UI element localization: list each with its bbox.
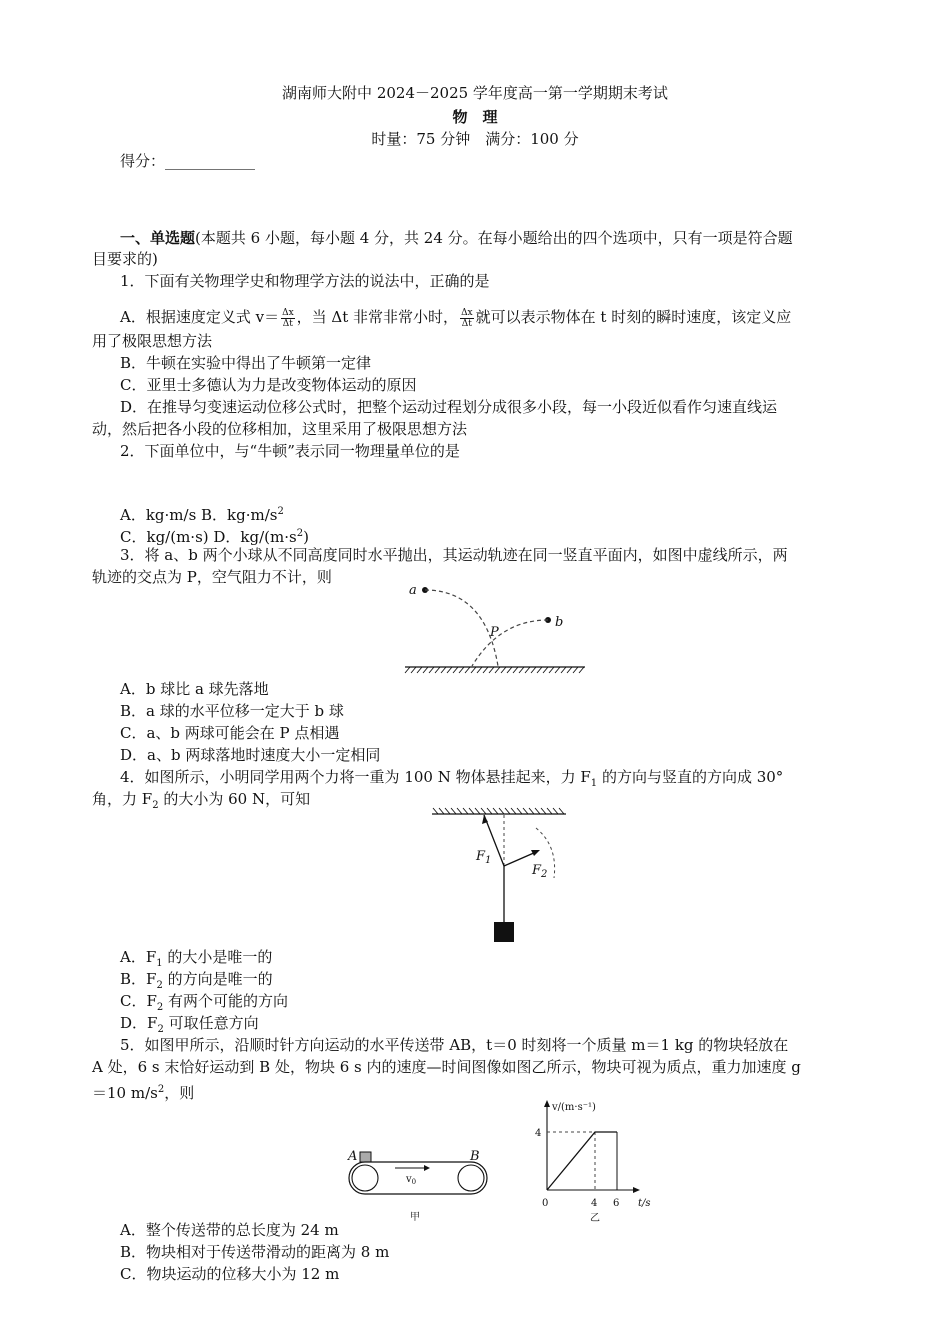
q4-stem-text: 4．如图所示，小明同学用两个力将一重为 100 N 物体悬挂起来，力 F xyxy=(120,768,591,786)
q4-b-sub: 2 xyxy=(156,980,163,991)
hatch-mark xyxy=(511,808,516,814)
q4-c-text: C．F xyxy=(120,992,157,1010)
hatch-mark xyxy=(487,808,492,814)
q1-option-a-cont: 用了极限思想方法 xyxy=(92,332,213,350)
hatch-mark xyxy=(561,667,566,673)
subject-title: 物 理 xyxy=(452,108,498,126)
score-blank: ____________ xyxy=(165,152,256,170)
hatch-mark xyxy=(529,808,534,814)
hatch-mark xyxy=(481,808,486,814)
q2-stem: 2．下面单位中，与“牛顿”表示同一物理量单位的是 xyxy=(120,442,460,460)
exam-title: 湖南师大附中 2024－2025 学年度高一第一学期期末考试 xyxy=(282,84,668,102)
label-v0: $v_0$ xyxy=(406,1174,417,1186)
q3-option-d: D．a、b 两球落地时速度大小一定相同 xyxy=(120,746,381,764)
q2-ab-sup: 2 xyxy=(277,506,284,517)
q4-b-text: B．F xyxy=(120,970,157,988)
hatch-mark xyxy=(435,667,440,673)
hatch-mark xyxy=(489,667,494,673)
label-B: B xyxy=(470,1149,480,1164)
vt-line xyxy=(547,1132,617,1190)
q4-stem2-text: 角，力 F xyxy=(92,790,153,808)
q4-c-sub: 2 xyxy=(156,1002,164,1013)
frac-denominator: Δt xyxy=(282,318,293,329)
hatch-mark xyxy=(453,667,458,673)
label-p: P xyxy=(490,625,499,640)
score-label: 得分： xyxy=(120,152,166,170)
q5-stem3-text: ＝10 m/s xyxy=(92,1084,158,1102)
hatch-mark xyxy=(499,808,504,814)
hatch-mark xyxy=(441,667,446,673)
q2-cd-sup: 2 xyxy=(296,528,304,539)
q1-option-b: B．牛顿在实验中得出了牛顿第一定律 xyxy=(120,354,372,372)
q4-b-post: 的方向是唯一的 xyxy=(162,970,273,988)
hatch-mark xyxy=(451,808,456,814)
q1-option-a xyxy=(120,302,890,332)
section-instructions-cont: 目要求的) xyxy=(92,250,158,268)
q4-sub2: 2 xyxy=(152,800,159,811)
hatch-mark xyxy=(525,667,530,673)
label-a: a xyxy=(409,583,417,598)
tick-x-4: 4 xyxy=(591,1198,598,1209)
hatch-mark xyxy=(445,808,450,814)
label-b: b xyxy=(555,615,564,630)
q1-a-text: A．根据速度定义式 v＝ xyxy=(120,308,280,326)
hatch-mark xyxy=(505,808,510,814)
q4-a-post: 的大小是唯一的 xyxy=(162,948,273,966)
q4-a-text: A．F xyxy=(120,948,157,966)
hatch-mark xyxy=(433,808,438,814)
q5-stem3-sup: 2 xyxy=(157,1084,165,1095)
q3-option-a: A．b 球比 a 球先落地 xyxy=(120,680,269,698)
block xyxy=(360,1152,371,1162)
q3-option-c: C．a、b 两球可能会在 P 点相遇 xyxy=(120,724,340,742)
belt-outline xyxy=(349,1162,487,1194)
q4-d-text: D．F xyxy=(120,1014,158,1032)
label-A: A xyxy=(348,1149,358,1164)
velocity-fraction-2 xyxy=(460,308,474,329)
hatch-mark xyxy=(547,808,552,814)
q4-stem-text-post: 的方向与竖直的方向成 30° xyxy=(597,768,784,786)
hatch-mark xyxy=(483,667,488,673)
tick-x-6: 6 xyxy=(613,1198,620,1209)
origin-label: 0 xyxy=(542,1198,549,1209)
hatch-mark xyxy=(549,667,554,673)
section-title: 一、单选题 xyxy=(120,229,196,247)
hatch-mark xyxy=(417,667,422,673)
q1-option-d: D．在推导匀变速运动位移公式时，把整个运动过程划分成很多小段，每一小段近似看作匀速直线运 xyxy=(120,398,778,416)
trajectory-b xyxy=(472,620,548,666)
ceiling-hatch xyxy=(433,808,564,814)
q4-sub: 1 xyxy=(590,778,598,789)
hatch-mark xyxy=(465,667,470,673)
hatch-mark xyxy=(411,667,416,673)
q2-cd-post: ) xyxy=(303,528,309,546)
q3-stem: 3．将 a、b 两个小球从不同高度同时水平抛出，其运动轨迹在同一竖直平面内，如图中虚线所示，两 xyxy=(120,546,788,564)
right-pulley xyxy=(458,1165,484,1191)
tick-y-4: 4 xyxy=(535,1128,542,1139)
q4-d-post: 可取任意方向 xyxy=(163,1014,259,1032)
hatch-mark xyxy=(573,667,578,673)
hatch-mark xyxy=(531,667,536,673)
q1-option-d-cont: 动，然后把各小段的位移相加，这里采用了极限思想方法 xyxy=(92,420,468,438)
q1-stem: 1．下面有关物理学史和物理学方法的说法中，正确的是 xyxy=(120,272,490,290)
conveyor-belt-figure xyxy=(340,1142,500,1224)
hatch-mark xyxy=(579,667,584,673)
q1-option-c: C．亚里士多德认为力是改变物体运动的原因 xyxy=(120,376,417,394)
hatch-mark xyxy=(495,667,500,673)
frac-numerator: Δx xyxy=(282,307,294,318)
hatch-mark xyxy=(463,808,468,814)
section-heading xyxy=(120,228,890,249)
q2-cd-text: C．kg/(m·s) D．kg/(m·s xyxy=(120,528,297,546)
q5-option-a: A．整个传送带的总长度为 24 m xyxy=(120,1221,339,1239)
hatch-mark xyxy=(543,667,548,673)
caption-yi: 乙 xyxy=(590,1213,600,1224)
frac-numerator: Δx xyxy=(461,307,473,318)
hatch-mark xyxy=(567,667,572,673)
hatch-mark xyxy=(447,667,452,673)
label-f1: $F_1$ xyxy=(476,849,492,866)
q5-stem-cont: A 处，6 s 末恰好运动到 B 处，物块 6 s 内的速度—时间图像如图乙所示，物块可视为质点，重力加速度 g xyxy=(92,1058,801,1076)
q4-d-sub: 2 xyxy=(157,1024,164,1035)
hatch-mark xyxy=(429,667,434,673)
hatch-mark xyxy=(541,808,546,814)
q4-stem2-post: 的大小为 60 N，可知 xyxy=(158,790,311,808)
velocity-fraction xyxy=(281,308,295,329)
hatch-mark xyxy=(493,808,498,814)
ground-hatch xyxy=(405,667,584,673)
projectile-figure xyxy=(400,578,590,680)
hatch-mark xyxy=(507,667,512,673)
hatch-mark xyxy=(477,667,482,673)
hatch-mark xyxy=(471,667,476,673)
hatch-mark xyxy=(459,667,464,673)
hatch-mark xyxy=(457,808,462,814)
q5-option-c: C．物块运动的位移大小为 12 m xyxy=(120,1265,340,1283)
q3-stem-cont: 轨迹的交点为 P，空气阻力不计，则 xyxy=(92,568,332,586)
frac-denominator: Δt xyxy=(461,318,472,329)
v0-arrowhead xyxy=(424,1165,430,1171)
q2-ab-text: A．kg·m/s B．kg·m/s xyxy=(120,506,278,524)
left-pulley xyxy=(352,1165,378,1191)
hatch-mark xyxy=(519,667,524,673)
hatch-mark xyxy=(559,808,564,814)
q5-stem-cont2 xyxy=(92,1079,862,1104)
section-instructions: (本题共 6 小题，每小题 4 分，共 24 分。在每小题给出的四个选项中，只有一项是符合题 xyxy=(195,229,793,247)
hatch-mark xyxy=(475,808,480,814)
hatch-mark xyxy=(553,808,558,814)
q4-a-sub: 1 xyxy=(156,958,163,969)
hatch-mark xyxy=(535,808,540,814)
hatch-mark xyxy=(405,667,410,673)
hatch-mark xyxy=(513,667,518,673)
hatch-mark xyxy=(469,808,474,814)
q5-option-b: B．物块相对于传送带滑动的距离为 8 m xyxy=(120,1243,390,1261)
score-field xyxy=(120,150,255,171)
hatch-mark xyxy=(423,667,428,673)
velocity-time-graph xyxy=(520,1096,670,1226)
exam-meta: 时量：75 分钟 满分：100 分 xyxy=(371,130,579,148)
hatch-mark xyxy=(537,667,542,673)
hatch-mark xyxy=(501,667,506,673)
q1-a-text-post: 就可以表示物体在 t 时刻的瞬时速度，该定义应 xyxy=(475,308,792,326)
label-f2: $F_2$ xyxy=(532,863,548,880)
y-axis-arrow xyxy=(544,1100,550,1107)
hanging-block xyxy=(494,922,514,942)
trajectory-a xyxy=(425,590,498,666)
q5-stem: 5．如图甲所示，沿顺时针方向运动的水平传送带 AB，t＝0 时刻将一个质量 m＝1 kg 的物块轻放在 xyxy=(120,1036,789,1054)
caption-jia: 甲 xyxy=(410,1212,420,1223)
hatch-mark xyxy=(523,808,528,814)
y-axis-label: v/(m·s⁻¹) xyxy=(552,1102,596,1113)
q5-stem3-post: ，则 xyxy=(164,1084,195,1102)
q1-a-text-mid: ，当 Δt 非常非常小时， xyxy=(296,308,459,326)
x-axis-arrow xyxy=(633,1187,640,1193)
q4-c-post: 有两个可能的方向 xyxy=(163,992,289,1010)
hatch-mark xyxy=(555,667,560,673)
hatch-mark xyxy=(517,808,522,814)
hanging-force-figure xyxy=(428,804,568,946)
q3-option-b: B．a 球的水平位移一定大于 b 球 xyxy=(120,702,344,720)
x-axis-label: t/s xyxy=(638,1198,651,1209)
hatch-mark xyxy=(439,808,444,814)
